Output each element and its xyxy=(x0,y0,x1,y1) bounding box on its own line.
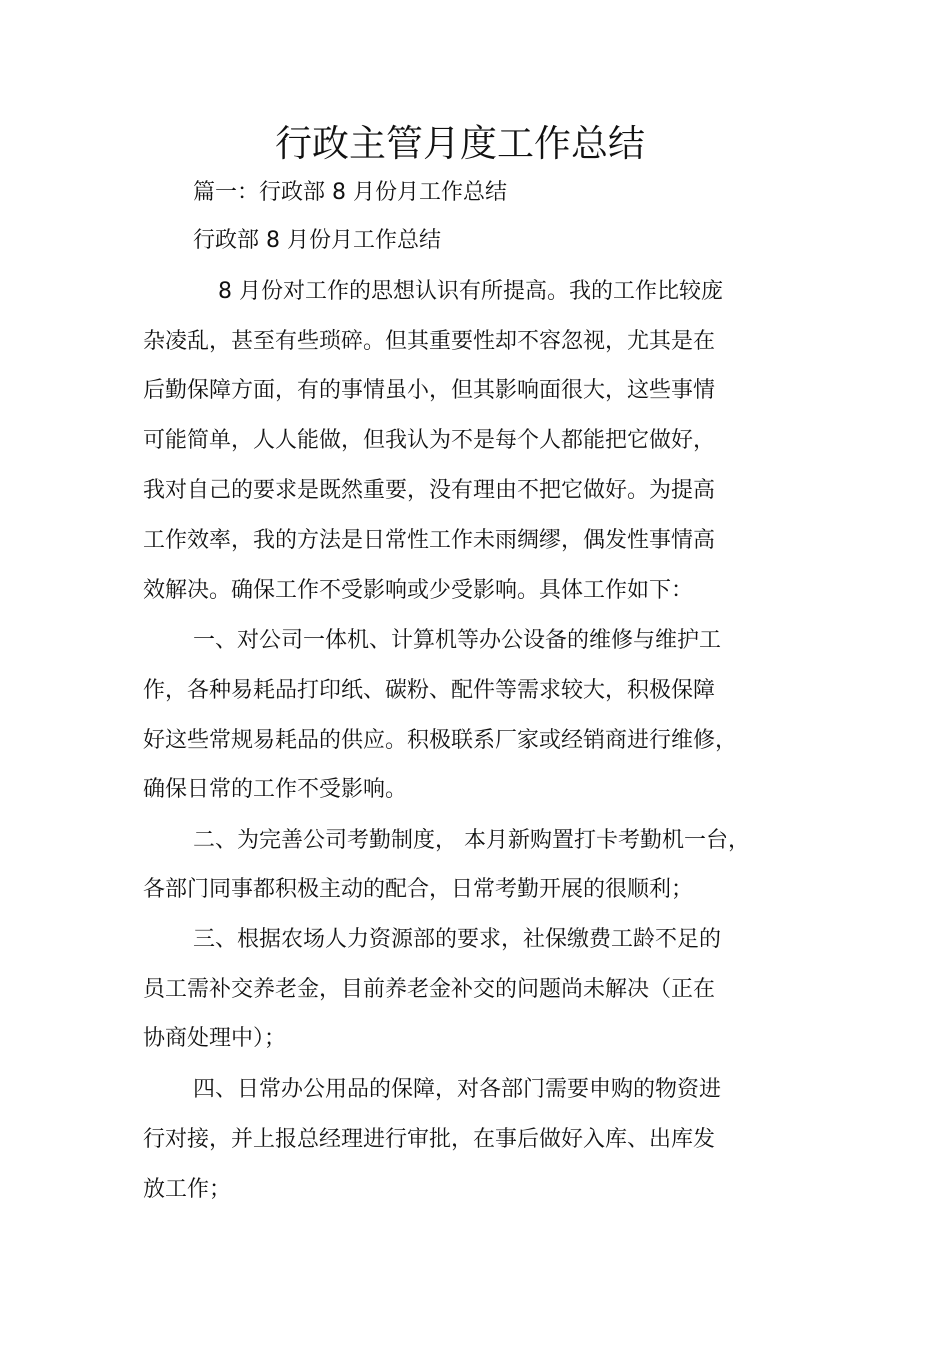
document-heading: 行政部 8 月份月工作总结 xyxy=(193,228,441,253)
paragraph-line: 放工作； xyxy=(143,1177,232,1202)
paragraph-line: 各部门同事都积极主动的配合，日常考勤开展的很顺利； xyxy=(143,877,694,902)
paragraph-line: 四、日常办公用品的保障，对各部门需要申购的物资进 xyxy=(193,1077,722,1102)
paragraph-line: 我对自己的要求是既然重要，没有理由不把它做好。为提高 xyxy=(143,478,716,503)
paragraph-line: 杂凌乱，甚至有些琐碎。但其重要性却不容忽视，尤其是在 xyxy=(143,329,716,354)
paragraph-line: 协商处理中）； xyxy=(143,1026,287,1051)
paragraph-line: 好这些常规易耗品的供应。积极联系厂家或经销商进行维修， xyxy=(143,728,738,753)
paragraph-line: 三、根据农场人力资源部的要求，社保缴费工龄不足的 xyxy=(193,927,722,952)
paragraph-line: 确保日常的工作不受影响。 xyxy=(143,777,408,802)
paragraph-line: 二、为完善公司考勤制度， 本月新购置打卡考勤机一台， xyxy=(193,828,750,853)
paragraph-line: 作，各种易耗品打印纸、碳粉、配件等需求较大，积极保障 xyxy=(143,678,716,703)
paragraph-line: 员工需补交养老金，目前养老金补交的问题尚未解决（正在 xyxy=(143,977,716,1002)
paragraph-line: 工作效率，我的方法是日常性工作未雨绸缪，偶发性事情高 xyxy=(143,528,716,553)
paragraph-line: 后勤保障方面，有的事情虽小，但其影响面很大，这些事情 xyxy=(143,378,716,403)
paragraph-line: 8 月份对工作的思想认识有所提高。我的工作比较庞 xyxy=(218,279,723,304)
paragraph-line: 行对接，并上报总经理进行审批，在事后做好入库、出库发 xyxy=(143,1127,716,1152)
document-title: 行政主管月度工作总结 xyxy=(275,122,645,165)
paragraph-line: 效解决。确保工作不受影响或少受影响。具体工作如下： xyxy=(143,578,694,603)
paragraph-line: 一、对公司一体机、计算机等办公设备的维修与维护工 xyxy=(193,628,722,653)
paragraph-line: 可能简单，人人能做，但我认为不是每个人都能把它做好， xyxy=(143,428,716,453)
document-subtitle: 篇一：行政部 8 月份月工作总结 xyxy=(193,180,507,205)
